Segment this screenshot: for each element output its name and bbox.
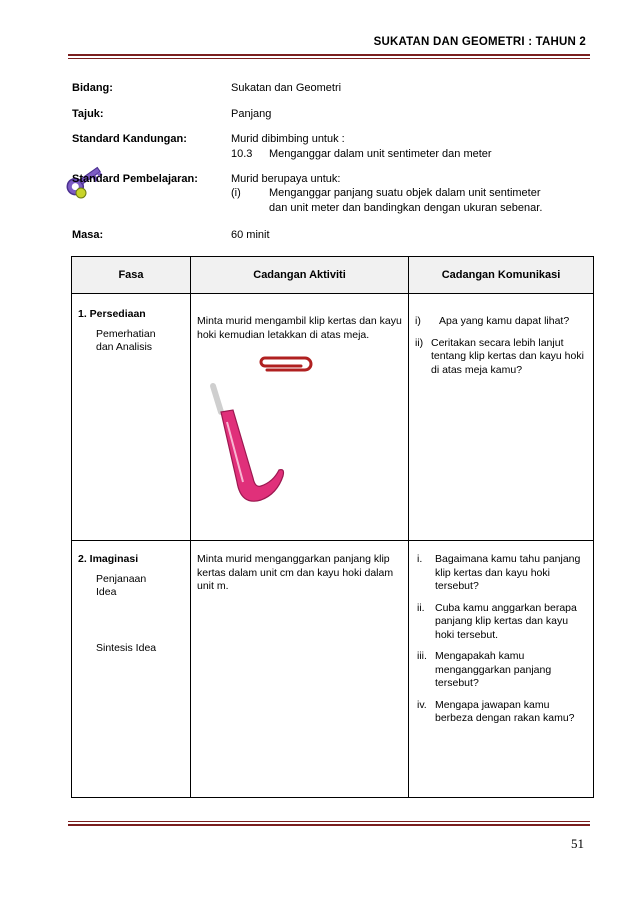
question-number: iv. (417, 698, 427, 711)
masa-label: Masa: (72, 229, 104, 241)
standard-kandungan-value: Murid dibimbing untuk : (231, 133, 345, 145)
standard-pembelajaran-value: Murid berupaya untuk: (231, 173, 341, 185)
question-text: Apa yang kamu dapat lihat? (439, 315, 570, 327)
hockey-stick-image (203, 382, 303, 512)
page-number: 51 (571, 836, 584, 851)
standard-kandungan-label: Standard Kandungan: (72, 133, 187, 145)
aktiviti-cell (191, 294, 409, 541)
question-number: i. (417, 553, 423, 565)
header-fasa: Fasa (72, 257, 191, 294)
lesson-table (71, 256, 594, 798)
footer-rule-thin (68, 821, 590, 822)
standard-pembelajaran-item-text2: dan unit meter dan bandingkan dengan ukuran sebenar. (269, 202, 543, 214)
footer-rule (68, 824, 590, 826)
fasa-sub: Sintesis Idea (96, 641, 157, 654)
list-item (417, 553, 587, 594)
fasa-title: 2. Imaginasi (78, 553, 139, 565)
bidang-value: Sukatan dan Geometri (231, 82, 342, 94)
question-text: Bagaimana kamu tahu panjang klip kertas dan kayu hoki tersebut? (435, 553, 581, 592)
list-item (415, 337, 587, 378)
question-text: Ceritakan secara lebih lanjut tentang klip kertas dan kayu hoki di atas meja kamu? (431, 336, 584, 376)
list-item (415, 315, 587, 329)
fasa-sub: Penjanaan (96, 572, 147, 585)
question-number: iii. (417, 650, 427, 662)
bidang-label: Bidang: (72, 82, 113, 94)
header-rule-thin (68, 58, 590, 59)
aktiviti-text: Minta murid mengambil klip kertas dan kayu hoki kemudian letakkan di atas meja. (197, 315, 402, 341)
table-row (72, 541, 594, 798)
table-row (72, 294, 594, 541)
question-number: ii. (417, 601, 425, 614)
question-number: i) (415, 315, 421, 327)
fasa-title: 1. Persediaan (78, 308, 146, 320)
fasa-sub: Idea (96, 586, 117, 598)
header-cadangan-komunikasi: Cadangan Komunikasi (409, 257, 594, 294)
tajuk-label: Tajuk: (72, 108, 104, 120)
standard-pembelajaran-item-number: (i) (231, 187, 241, 199)
list-item (417, 650, 587, 691)
aktiviti-text: Minta murid menganggarkan panjang klip kertas dalam unit cm dan kayu hoki dalam unit m. (197, 553, 394, 592)
tajuk-value: Panjang (231, 108, 272, 120)
komunikasi-cell (409, 541, 594, 798)
page-header-title: SUKATAN DAN GEOMETRI : TAHUN 2 (373, 36, 586, 48)
question-text: Mengapakah kamu menganggarkan panjang tersebut? (435, 650, 552, 689)
question-text: Cuba kamu anggarkan berapa panjang klip kertas dan kayu hoki tersebut. (435, 601, 577, 641)
header-cadangan-aktiviti: Cadangan Aktiviti (191, 257, 409, 294)
standard-pembelajaran-item-text1: Menganggar panjang suatu objek dalam unit sentimeter (269, 187, 541, 199)
fasa-cell (72, 294, 191, 541)
header-rule (68, 54, 590, 56)
standard-kandungan-item-text: Menganggar dalam unit sentimeter dan meter (269, 148, 492, 160)
fasa-sub: Pemerhatian (96, 327, 156, 340)
masa-value: 60 minit (231, 229, 270, 241)
standard-pembelajaran-item (231, 187, 541, 199)
list-item (417, 602, 587, 643)
fasa-cell (72, 541, 191, 798)
question-number: ii) (415, 336, 424, 349)
list-item (417, 699, 587, 726)
paperclip-image (257, 352, 317, 378)
fasa-sub: dan Analisis (96, 341, 153, 353)
aktiviti-cell (191, 541, 409, 798)
table-header-row (72, 257, 594, 294)
standard-kandungan-item (231, 148, 492, 160)
standard-kandungan-item-number: 10.3 (231, 148, 253, 160)
question-text: Mengapa jawapan kamu berbeza dengan rakan kamu? (435, 698, 575, 724)
komunikasi-cell (409, 294, 594, 541)
standard-pembelajaran-label: Standard Pembelajaran: (72, 173, 198, 185)
